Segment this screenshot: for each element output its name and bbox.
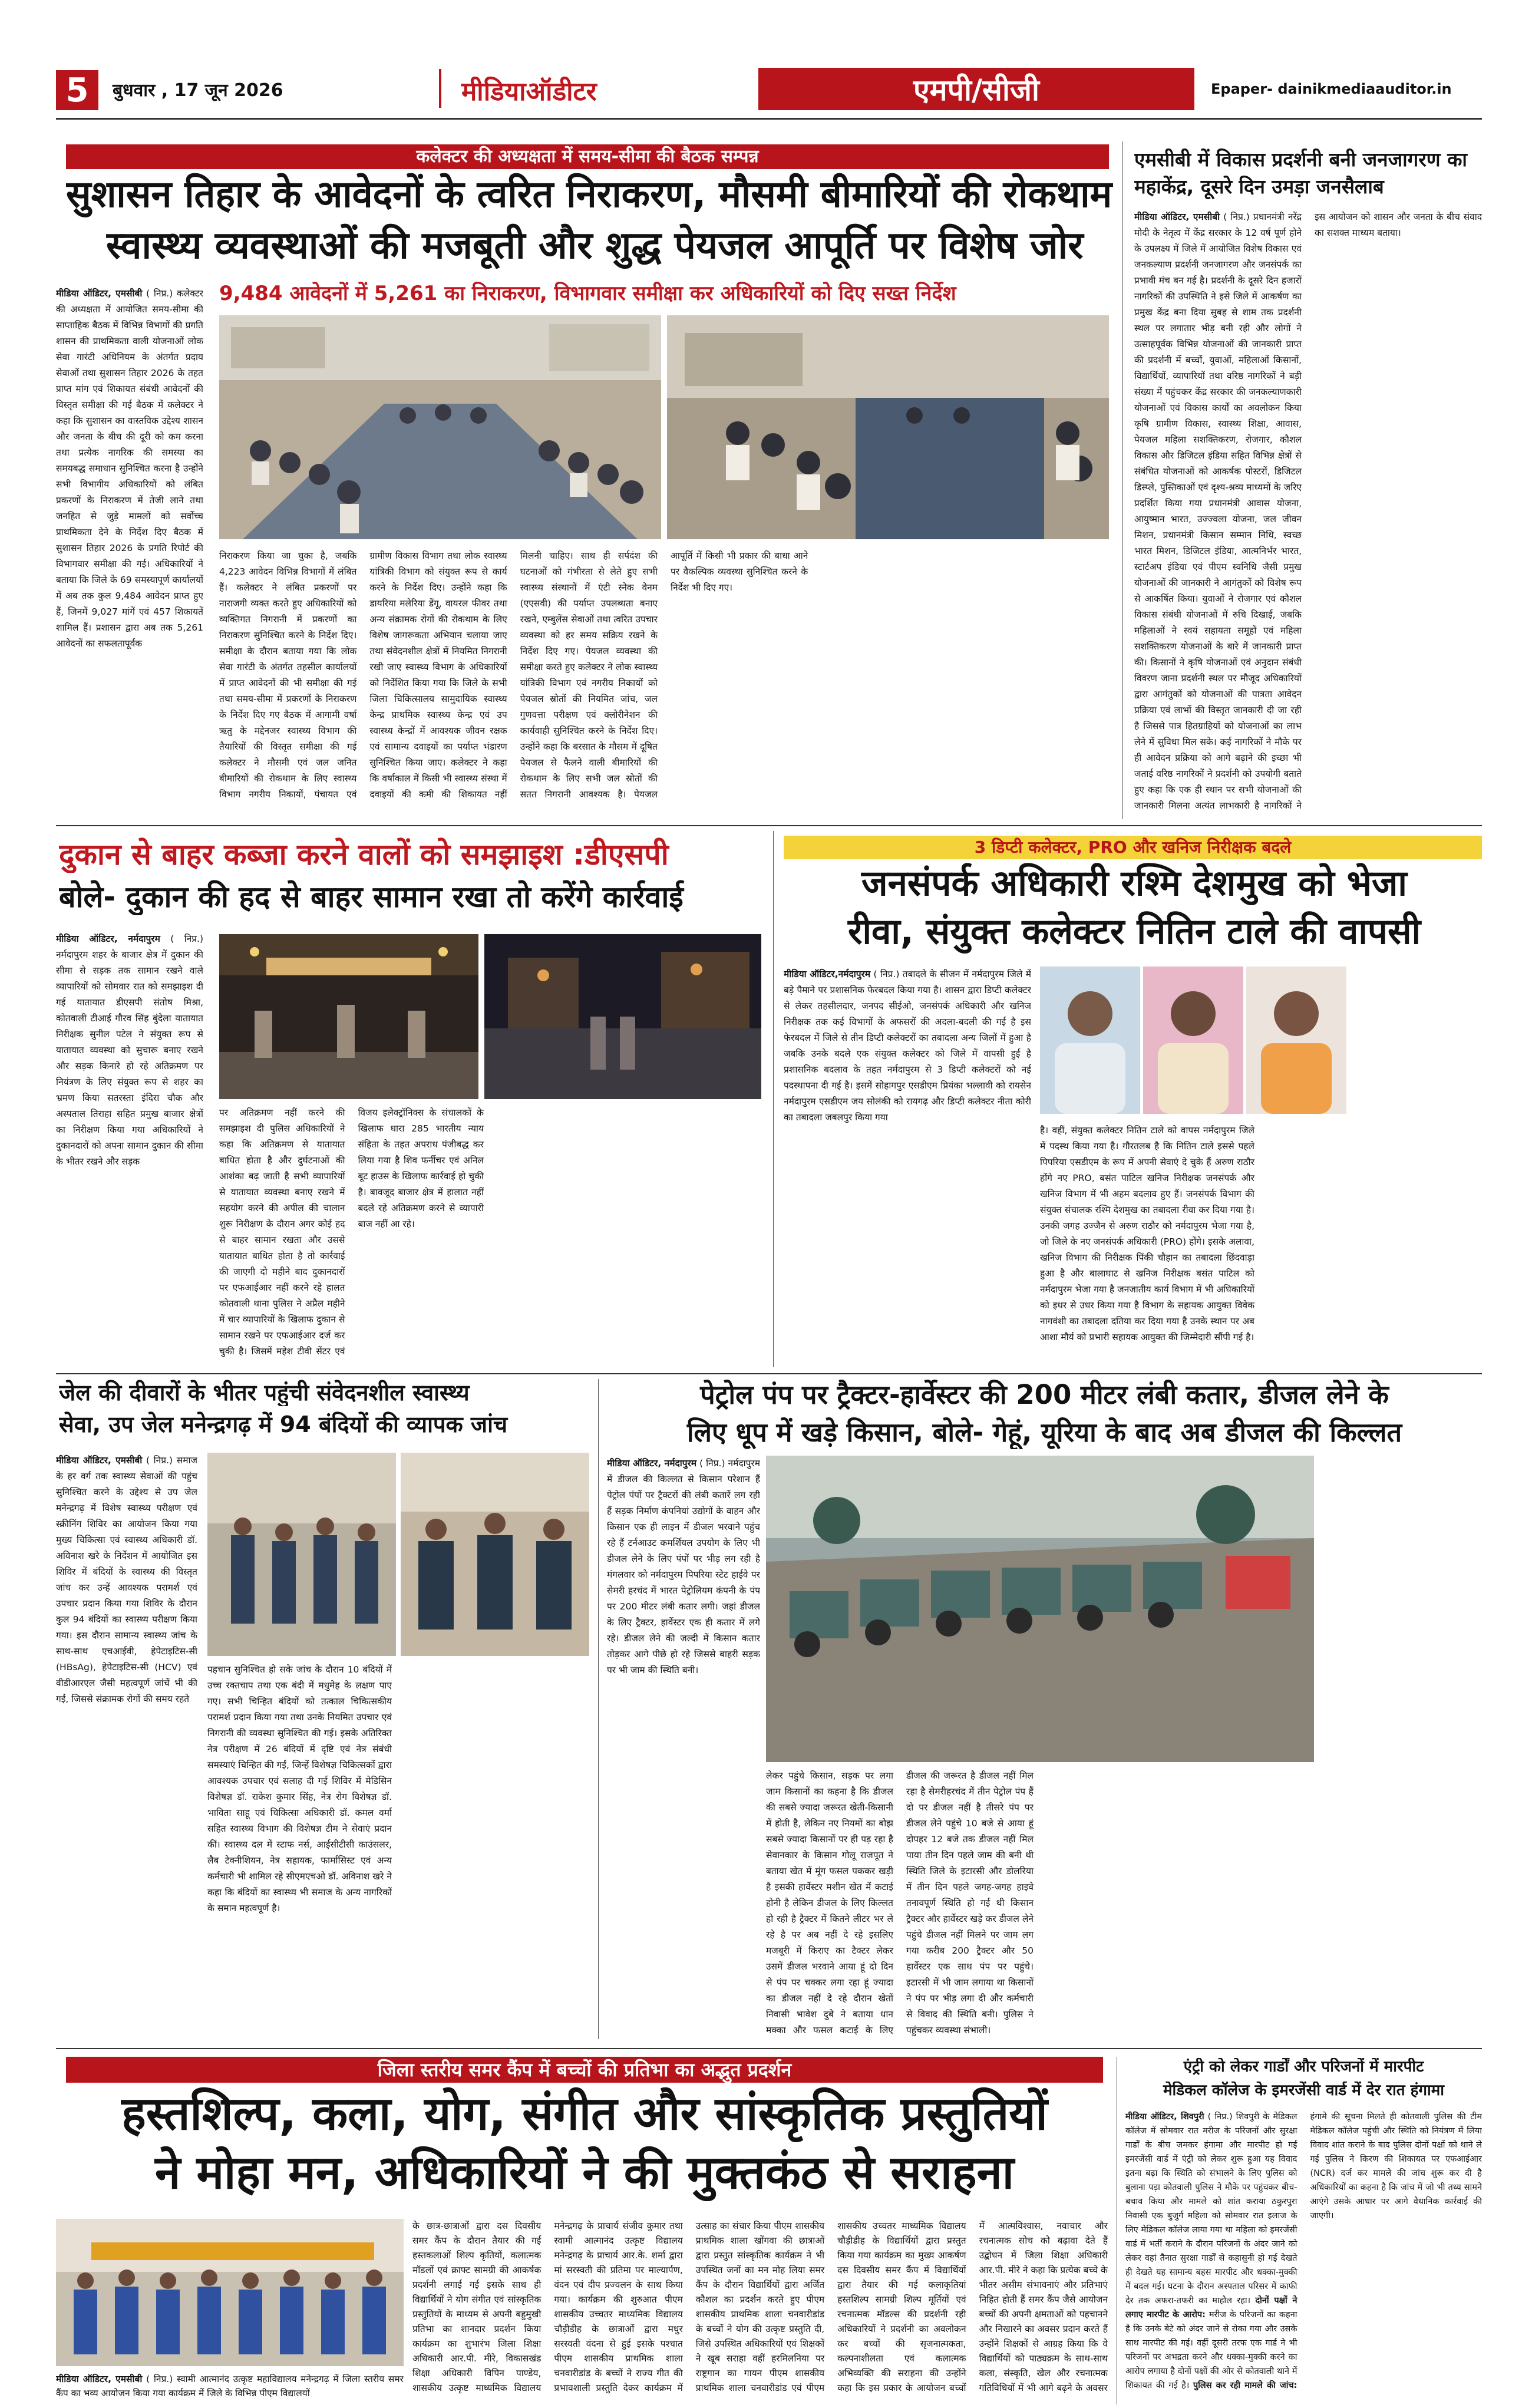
story1-subhead: 9,484 आवेदनों में 5,261 का निराकरण, विभागवार समीक्षा कर अधिकारियों को दिए सख्त निर्देश: [219, 282, 956, 305]
story1-photo-meeting-1: [219, 315, 661, 539]
story7-sub1-body: मरीज के परिजनों का कहना है कि उनके बेटे को अंदर जाने से रोका गया और उसके साथ मारपीट की गई। वहीं दूसरी तरफ एक गार्ड ने भी परिजनों पर अभद्रता करने और धक्का-मुक्की करने का आरोप लगाया है दोनों पक्षों की ओर से कोतवाली थाने में शिकायत की गई है।: [1125, 2310, 1297, 2390]
meeting-photo: [219, 315, 661, 539]
portrait-photo: [1246, 967, 1346, 1114]
story4-photo-jail-2: [401, 1453, 589, 1656]
section-box: [758, 68, 1194, 110]
tractor-queue-photo: [766, 1456, 1314, 1762]
page-number: 5: [65, 71, 89, 110]
story2-photo-market-1: [219, 934, 478, 1099]
section-rule: [56, 2048, 1482, 2049]
story6-lead: [56, 2372, 404, 2402]
story1-lead-text: ( निप्र.) कलेक्टर की अध्यक्षता में आयोजित समय-सीमा की साप्ताहिक बैठक में विभिन्न विभागों की प्रगति शासन की प्राथमिकता वाली योजनाओं लोक सेवा गारंटी अधिनियम के अंतर्गत प्रदाय सेवाओं तथा सुशासन तिहार 2026 के तहत प्राप्त मांग एवं शिकायत संबंधी आवेदनों की विस्तृत समीक्षा की गई बैठक में कलेक्टर ने कहा कि सुशासन का वास्तविक उद्देश्य शासन और जनता के बीच की दूरी को कम करना तथा प्रत्येक नागरिक की समस्या का समयबद्ध समाधान सुनिश्चित करना है उन्होंने सभी विभागीय अधिकारियों को लंबित प्रकरणों के निराकरण में तेजी लाने तथा जनहित से जुड़े मामलों को सर्वोच्च प्राथमिकता देने के निर्देश दिए बैठक में सुशासन तिहार 2026 के प्रगति रिपोर्ट की विभागवार समीक्षा की गई। अधिकारियों ने बताया कि जिले के 69 समस्यापूर्ण कार्यालयों में अब तक कुल 9,484 आवेदन प्राप्त हुए हैं, जिनमें 9,027 मांगें एवं 457 शिकायतें शामिल हैं। प्रशासन द्वारा अब तक 5,261 आवेदनों का सफलतापूर्वक: [56, 288, 203, 649]
sidebar1-dateline: मीडिया ऑडिटर, एमसीबी: [1134, 212, 1220, 222]
story5-body: लेकर पहुंचे किसान, सड़क पर लगा जाम किसानों का कहना है कि डीजल की सबसे ज्यादा जरूरत खेती-किसानी में होती है, लेकिन नए नियमों का बोझ सबसे ज्यादा किसानों पर ही पड़ रहा है सेवानकार के किसान गोलू राजपूत ने बताया खेत में मूंग फसल पककर खड़ी है इसकी हार्वेस्टर मशीन खेत में कटाई होनी है लेकिन डीजल के लिए किल्लत हो रही है ट्रैक्टर में कितने लीटर भर ले रहे है पर अब नहीं दे रहे इसलिए मजबूरी में किराए का टैक्टर लेकर उसमें डीजल भरवाने आया हूं दो दिन से पंप पर चक्कर लगा रहा हूं ज्यादा का डीजल नहीं दे रहे दौरान खेतों निवासी भावेश दुबे ने बताया धान मक्का और फसल कटाई के लिए डीजल की जरूरत है डीजल नहीं मिल रहा है सेमरीहरचंद में तीन पेट्रोल पंप हैं दो पर डीजल नहीं है तीसरे पंप पर डीजल लेने पहुंचे 10 बजे से आया हूं दोपहर 12 बजे तक डीजल नहीं मिल पाया तीन दिन पहले जाम की बनी थी स्थिति जिले के इटारसी और डोलरिया में तीन दिन पहले जगह-जगह हाइवे तनावपूर्ण स्थिति हो गई थी किसान ट्रैक्टर और हार्वेस्टर खड़े कर डीजल लेने पहुंचे डीजल नहीं मिलने पर जाम लग गया करीब 200 ट्रैक्टर और 50 हार्वेस्टर एक साथ पंप पर पहुंचे। इटारसी में भी जाम लगाया था किसानों ने पंप पर भीड़ लगा दी और कर्मचारी से विवाद की स्थिति बनी। पुलिस ने पहुंचकर व्यवस्था संभाली।: [766, 1770, 1034, 2036]
story5-body-continued: [1323, 1456, 1482, 2039]
story4-lead: [56, 1453, 197, 2042]
story2-photo-market-2: [484, 934, 761, 1099]
section-label: एमपी/सीजी: [913, 73, 1039, 107]
story3-dateline: मीडिया ऑडिटर,नर्मदापुरम: [784, 969, 871, 979]
column-divider: [1122, 141, 1123, 819]
night-market-photo: [219, 934, 478, 1099]
meeting-photo: [667, 315, 1109, 539]
story6-dateline: मीडिया ऑडिटर, एमसीबी: [56, 2374, 143, 2384]
story3-lead-text: ( निप्र.) तबादले के सीजन में नर्मदापुरम जिले में बड़े पैमाने पर प्रशासनिक फेरबदल किया गया है। शासन द्वारा डिप्टी कलेक्टर से लेकर तहसीलदार, जनपद सीईओ, जनसंपर्क अधिकारी और खनिज निरीक्षक तक कई विभागों के अफसरों की अदला-बदली की गई है इस फेरबदल में जिले से तीन डिप्टी कलेक्टरों का तबादला अन्य जिलों में हुआ है जबकि उनके बदले एक संयुक्त कलेक्टर को जिले में वापसी हुई है प्रशासनिक बदलाव के तहत नर्मदापुरम से 3 डिप्टी कलेक्टरों को नई पदस्थापना दी गई है। इसमें सोहागपुर एसडीएम प्रियंका भल्लावी को रायसेन नर्मदापुरम एसडीएम जय सोलंकी को रायगढ़ और डिप्टी कलेक्टर नीता कोरी का तबादला जबलपुर किया गया: [784, 969, 1031, 1123]
story2-headline-2: बोले- दुकान की हद से बाहर सामान रखा तो करेंगे कार्रवाई: [59, 880, 684, 914]
story7-body-wrap: [1125, 2110, 1482, 2404]
story1-dateline: मीडिया ऑडिटर, एमसीबी: [56, 288, 143, 299]
story5-headline-1: पेट्रोल पंप पर ट्रैक्टर-हार्वेस्टर की 200 मीटर लंबी कतार, डीजल लेने के: [700, 1379, 1389, 1410]
story3-kicker: 3 डिप्टी कलेक्टर, PRO और खनिज निरीक्षक बदले: [974, 837, 1292, 857]
story3-body: है। वहीं, संयुक्त कलेक्टर नितिन टाले को वापस नर्मदापुरम जिले में पदस्थ किया गया है। गौरतलब है कि नितिन टाले इससे पहले पिपरिया एसडीएम के रूप में अपनी सेवाएं दे चुके हैं अरुण राठौर होंगे नए PRO, बसंत पाटिल खनिज निरीक्षक जनसंपर्क और खनिज विभाग में भी अहम बदलाव हुए हैं। जनसंपर्क विभाग की संयुक्त संचालक रश्मि देशमुख का तबादला रीवा कर दिया गया है। उनकी जगह उज्जैन से अरुण राठौर को नर्मदापुरम भेजा गया है, जो जिले के नए जनसंपर्क अधिकारी (PRO) होंगे। इसके अलावा, खनिज विभाग की निरीक्षक पिंकी चौहान का तबादला छिंदवाड़ा हुआ है और बालाघाट से खनिज निरीक्षक बसंत पाटिल को नर्मदापुरम भेजा गया है जनजातीय कार्य विभाग में भी अधिकारियों को इधर से उधर किया गया है विभाग के सहायक आयुक्त विवेक नागवंशी का तबादला दतिया कर दिया गया है उनके स्थान पर अब आशा मौर्य को प्रभारी सहायक आयुक्त की जिम्मेदारी सौंपी गई है।: [1040, 1125, 1254, 1342]
story6-body: के छात्र-छात्राओं द्वारा दस दिवसीय समर कैंप के दौरान तैयार की गई हस्तकलाओं शिल्प कृतियों, कलात्मक मॉडलों एवं क्राफ्ट सामग्री की आकर्षक प्रदर्शनी लगाई गई इसके साथ ही विद्यार्थियों ने योग संगीत एवं सांस्कृतिक प्रस्तुतियों के माध्यम से अपनी बहुमुखी प्रतिभा का शानदार प्रदर्शन किया कार्यक्रम का शुभारंभ जिला शिक्षा अधिकारी आर.पी. मीरे, विकासखंड शिक्षा अधिकारी विपिन पाण्डेय, शासकीय उत्कृष्ट माध्यमिक विद्यालय मनेन्द्रगढ़ के प्राचार्य संजीव कुमार तथा स्वामी आत्मानंद उत्कृष्ट विद्यालय मनेन्द्रगढ़ के प्राचार्य आर.के. शर्मा द्वारा मां सरस्वती की प्रतिमा पर माल्यार्पण, वंदन एवं दीप प्रज्वलन के साथ किया गया। कार्यक्रम की शुरुआत पीएम शासकीय उच्चतर माध्यमिक विद्यालय चौड़ीडीह के छात्राओं द्वारा मधुर सरस्वती वंदना से हुई इसके पश्चात पीएम शासकीय प्राथमिक शाला चनवारीडांड के बच्चों ने राज्य गीत की प्रभावशाली प्रस्तुति देकर कार्यक्रम में उत्साह का संचार किया पीएम शासकीय प्राथमिक शाला खोंगवा की छात्राओं द्वारा प्रस्तुत सांस्कृतिक कार्यक्रम ने भी उपस्थित जनों का मन मोह लिया समर कैंप के दौरान विद्यार्थियों द्वारा अर्जित कौशल का प्रदर्शन करते हुए पीएम शासकीय प्राथमिक शाला चनवारीडांड के बच्चों ने योग की उत्कृष्ट प्रस्तुति दी, जिसे उपस्थित अधिकारियों एवं शिक्षकों ने खूब सराहा वहीं हरमिलनिया पर राष्ट्रगान का गायन पीएम शासकीय प्राथमिक शाला चनवारीडांड एवं पीएम शासकीय उच्चतर माध्यमिक विद्यालय चौड़ीडीह के विद्यार्थियों द्वारा प्रस्तुत किया गया कार्यक्रम का मुख्य आकर्षण दस दिवसीय समर कैंप में विद्यार्थियों द्वारा तैयार की गई कलाकृतियां हस्तशिल्प सामग्री शिल्प मूर्तियों एवं रचनात्मक मॉडल्स की प्रदर्शनी रही अधिकारियों ने प्रदर्शनी का अवलोकन कर बच्चों की सृजनात्मकता, कल्पनाशीलता एवं कलात्मक अभिव्यक्ति की सराहना की उन्होंने कहा कि इस प्रकार के आयोजन बच्चों में आत्मविश्वास, नवाचार और रचनात्मक सोच को बढ़ावा देते हैं उद्बोधन में जिला शिक्षा अधिकारी आर.पी. मीरे ने कहा कि प्रत्येक बच्चे के भीतर असीम संभावनाएं और प्रतिभाएं निहित होती हैं समर कैंप जैसे आयोजन बच्चों की अपनी क्षमताओं को पहचानने और निखारने का अवसर प्रदान करते हैं उन्होंने शिक्षकों से आग्रह किया कि वे विद्यार्थियों को पाठ्यक्रम के साथ-साथ कला, संस्कृति, खेल और रचनात्मक गतिविधियों में भी आगे बढ़ने के अवसर: [412, 2221, 1108, 2393]
jail-photo: [207, 1453, 396, 1656]
masthead: [56, 68, 1482, 109]
story4-photo-jail-1: [207, 1453, 396, 1656]
story4-lead-text: ( निप्र.) समाज के हर वर्ग तक स्वास्थ्य सेवाओं की पहुंच सुनिश्चित करने के उद्देश्य से उप जेल मनेन्द्रगढ़ में विशेष स्वास्थ्य परीक्षण एवं स्क्रीनिंग शिविर का आयोजन किया गया मुख्य चिकित्सा एवं स्वास्थ्य अधिकारी डॉ. अविनाश खरे के निर्देशन में आयोजित इस शिविर में बंदियों के स्वास्थ्य की विस्तृत जांच कर उन्हें आवश्यक परामर्श एवं उपचार प्रदान किया गया शिविर के दौरान कुल 94 बंदियों का स्वास्थ्य परीक्षण किया गया। इस दौरान सामान्य स्वास्थ्य जांच के साथ-साथ एचआईवी, हेपेटाइटिस-सी (HBsAg), हेपेटाइटिस-सी (HCV) एवं वीडीआरएल जैसी महत्वपूर्ण जांचें भी की गईं, जिससे संक्रामक रोगों की समय रहते: [56, 1455, 197, 1704]
story2-lead: [56, 931, 203, 1367]
story1-kicker: कलेक्टर की अध्यक्षता में समय-सीमा की बैठक सम्पन्न: [66, 144, 1109, 169]
story1-headline-2: स्वास्थ्य व्यवस्थाओं की मजबूती और शुद्ध पेयजल आपूर्ति पर विशेष जोर: [106, 224, 1084, 268]
story4-headline-1: जेल की दीवारों के भीतर पहुंची संवेदनशील स्वास्थ्य: [59, 1380, 470, 1406]
story7-body: ( निप्र.) शिवपुरी के मेडिकल कॉलेज में सोमवार रात मरीज के परिजनों और सुरक्षा गार्डों के बीच जमकर हंगामा और मारपीट हो गई इमरजेंसी वार्ड में एंट्री को लेकर शुरू हुआ यह विवाद इतना बढ़ा कि स्थिति को संभालने के लिए पुलिस को बुलाना पड़ा कोतवाली पुलिस ने मौके पर पहुंचकर बीच-बचाव किया और मामले को शांत कराया ठकुरपुरा निवासी एक बुजुर्ग महिला को सोमवार रात इलाज के लिए मेडिकल कॉलेज लाया गया था महिला को इमरजेंसी वार्ड में भर्ती कराने के दौरान परिजनों के अंदर जाने को लेकर वहां तैनात सुरक्षा गार्डों से कहासुनी हो गई देखते ही देखते यह सामान्य बहस मारपीट और धक्का-मुक्की में बदल गई। घटना के दौरान अस्पताल परिसर में काफी देर तक अफरा-तफरी का माहौल रहा।: [1125, 2112, 1297, 2305]
story5-lead-text: ( निप्र.) नर्मदापुरम में डीजल की किल्लत से किसान परेशान हैं पेट्रोल पंपों पर ट्रैक्टरों की लंबी कतारें लग रही हैं सड़क निर्माण कंपनियां उद्योगों के वाहन और किसान एक ही लाइन में डीजल भरवाने पहुंच रहे हैं टर्नआउट कमर्शियल उपयोग के लिए भी डीजल लेने के लिए पंपों पर भीड़ लग रही है मंगलवार को नर्मदापुरम पिपरिया स्टेट हाईवे पर सेमरी हरचंद में भारत पेट्रोलियम कंपनी के पंप पर 200 मीटर लंबी कतार लगी। जहां डीजल के लिए ट्रैक्टर, हार्वेस्टर एक ही कतार में लगे रहे। डीजल लेने की जल्दी में किसान कतार तोड़कर आगे पीछे हो रहे जिससे बाहरी सड़क पर भी जाम की स्थिति बनी।: [607, 1458, 760, 1675]
story3-photo-officer-2: [1143, 967, 1243, 1114]
masthead-rule: [56, 118, 1482, 120]
sidebar1-body-wrap: [1134, 209, 1482, 816]
story3-lead: [784, 967, 1031, 1367]
portrait-photo: [1040, 967, 1140, 1114]
story2-body: पर अतिक्रमण नहीं करने की समझाइश दी पुलिस अधिकारियों ने कहा कि अतिक्रमण से यातायात बाधित होता है और दुर्घटनाओं की आशंका बढ़ जाती है सभी व्यापारियों से यातायात व्यवस्था बनाए रखने में सहयोग करने की अपील की चालान शुरू निरीक्षण के दौरान अगर कोई हद से बाहर सामान रखता और उससे यातायात बाधित होता है तो कार्रवाई की जाएगी दो महीने बाद दुकानदारों पर एफआईआर नहीं करने रहे हालत कोतवाली थाना पुलिस ने अप्रैल महीने में चार व्यापारियों के खिलाफ दुकान से सामान रखने पर एफआईआर दर्ज कर चुकी है। जिसमें महेश टीवी सेंटर एवं विजय इलेक्ट्रॉनिक्स के संचालकों के खिलाफ धारा 285 भारतीय न्याय संहिता के तहत अपराध पंजीबद्ध कर लिया गया है शिव फर्नीचर एवं अनिल बूट हाउस के खिलाफ कार्रवाई हो चुकी है। बावजूद बाजार क्षेत्र में हालात नहीं बदले रहे अतिक्रमण करने से व्यापारी बाज नहीं आ रहे।: [219, 1107, 484, 1357]
story3-headline-1: जनसंपर्क अधिकारी रश्मि देशमुख को भेजा: [861, 863, 1407, 904]
story3-photo-officer-3: [1246, 967, 1346, 1114]
page-number-box: [56, 70, 98, 110]
divider: [439, 69, 441, 108]
story6-lead-text: ( निप्र.) स्वामी आत्मानंद उत्कृष्ट महाविद्यालय मनेन्द्रगढ़ में जिला स्तरीय समर कैंप का भव्य आयोजन किया गया कार्यक्रम में जिले के विभिन्न पीएम विद्यालयों: [56, 2374, 404, 2399]
story6-kicker: जिला स्तरीय समर कैंप में बच्चों की प्रतिभा का अद्भुत प्रदर्शन: [66, 2057, 1103, 2083]
summer-camp-photo: [56, 2219, 404, 2366]
story1-headline-1: सुशासन तिहार के आवेदनों के त्वरित निराकरण, मौसमी बीमारियों की रोकथाम: [66, 173, 1112, 216]
story5-photo-queue: [766, 1456, 1314, 1762]
story4-dateline: मीडिया ऑडिटर, एमसीबी: [56, 1455, 143, 1466]
story7-headline: मेडिकल कॉलेज के इमरजेंसी वार्ड में देर रात हंगामा: [1163, 2082, 1445, 2099]
epaper-url: Epaper- dainikmediaauditor.in: [1211, 81, 1452, 97]
story2-lead-text: ( निप्र.) नर्मदापुरम शहर के बाजार क्षेत्र में दुकान की सीमा से सड़क तक सामान रखने वाले व्यापारियों को सोमवार रात को समझाइश दी गई यातायात डीएसपी संतोष मिश्रा, कोतवाली टीआई गौरव सिंह बुंदेला यातायात निरीक्षक सुनील पटेल ने संयुक्त रूप से यातायात व्यवस्था को सुचारू बनाए रखने और सड़क किनारे हो रहे अतिक्रमण पर नियंत्रण के लिए संयुक्त रूप से शहर का भ्रमण किया सतरस्ता इंदिरा चौक और अस्पताल तिराहा सहित प्रमुख बाजार क्षेत्रों का निरीक्षण किया गया अधिकारियों ने दुकानदारों को अपना सामान दुकान की सीमा के भीतर रखने और सड़क: [56, 933, 203, 1167]
night-street-photo: [484, 934, 761, 1099]
story7-subhead-2: पुलिस कर रही मामले की जांच:: [1193, 2381, 1297, 2390]
story3-headline-2: रीवा, संयुक्त कलेक्टर नितिन टाले की वापसी: [847, 911, 1421, 952]
column-divider: [773, 831, 774, 1367]
story6-headline-2: ने मोहा मन, अधिकारियों ने की मुक्तकंठ से सराहना: [155, 2146, 1014, 2199]
story7-subhead-1: दोनों पक्षों ने लगाए मारपीट के आरोप:: [1125, 2296, 1297, 2320]
story4-body: पहचान सुनिश्चित हो सके जांच के दौरान 10 बंदियों में उच्च रक्तचाप तथा एक बंदी में मधुमेह के लक्षण पाए गए। सभी चिन्हित बंदियों को तत्काल चिकित्सकीय परामर्श प्रदान किया गया तथा उनके नियमित उपचार एवं निगरानी की व्यवस्था सुनिश्चित की गई। इसके अतिरिक्त नेत्र परीक्षण में 26 बंदियों में दृष्टि एवं नेत्र संबंधी समस्याएं चिन्हित की गईं, जिन्हें विशेषज्ञ चिकित्सकों द्वारा आवश्यक उपचार एवं सलाह दी गई शिविर में मेडिसिन विशेषज्ञ डॉ. राकेश कुमार सिंह, नेत्र रोग विशेषज्ञ डॉ. भाविता साहू एवं चिकित्सा अधिकारी डॉ. कमल वर्मा सहित स्वास्थ्य विभाग की विशेषज्ञ टीम ने सेवाएं प्रदान कीं। स्वास्थ्य दल में स्टाफ नर्स, आईसीटीसी काउंसलर, लैब टेक्नीशियन, नेत्र सहायक, फार्मासिस्ट एवं अन्य कर्मचारी भी शामिल रहे सीएमएचओ डॉ. अविनाश खरे ने कहा कि बंदियों का स्वास्थ्य भी समाज के अन्य नागरिकों के समान महत्वपूर्ण है।: [207, 1664, 392, 1914]
story1-body: निराकरण किया जा चुका है, जबकि 4,223 आवेदन विभिन्न विभागों में लंबित हैं। कलेक्टर ने लंबित प्रकरणों पर नाराजगी व्यक्त करते हुए अधिकारियों को व्यक्तिगत निगरानी में प्रकरणों का निराकरण सुनिश्चित करने के निर्देश दिए। समीक्षा के दौरान बताया गया कि लोक सेवा गारंटी के अंतर्गत तहसील कार्यालयों में प्राप्त आवेदनों की भी समीक्षा की गई तथा समय-सीमा में प्रकरणों के निराकरण के निर्देश दिए गए बैठक में आगामी वर्षा ऋतु के मद्देनजर स्वास्थ्य विभाग की तैयारियों की विस्तृत समीक्षा की गई कलेक्टर ने मौसमी एवं जल जनित बीमारियों की रोकथाम के लिए स्वास्थ्य विभाग नगरीय निकायों, पंचायत एवं ग्रामीण विकास विभाग तथा लोक स्वास्थ्य यांत्रिकी विभाग को संयुक्त रूप से कार्य करने के निर्देश दिए। उन्होंने कहा कि डायरिया मलेरिया डेंगू, वायरल फीवर तथा अन्य संक्रामक रोगों की रोकथाम के लिए विशेष जागरूकता अभियान चलाया जाए तथा संवेदनशील क्षेत्रों में नियमित निगरानी रखी जाए स्वास्थ्य विभाग के अधिकारियों को निर्देशित किया गया कि जिले के सभी जिला चिकित्सालय सामुदायिक स्वास्थ्य केन्द्र प्राथमिक स्वास्थ्य केन्द्र एवं उप स्वास्थ्य केन्द्रों में आवश्यक जीवन रक्षक एवं सामान्य दवाइयों का पर्याप्त भंडारण सुनिश्चित किया जाए। कलेक्टर ने कहा कि वर्षाकाल में किसी भी स्वास्थ्य संस्था में दवाइयों की कमी की शिकायत नहीं मिलनी चाहिए। साथ ही सर्पदंश की घटनाओं को गंभीरता से लेते हुए सभी स्वास्थ्य संस्थानों में एंटी स्नेक वेनम (एएसवी) की पर्याप्त उपलब्धता बनाए रखने, एम्बुलेंस सेवाओं तथा त्वरित उपचार व्यवस्था को हर समय सक्रिय रखने के निर्देश दिए गए। पेयजल व्यवस्था की समीक्षा करते हुए कलेक्टर ने लोक स्वास्थ्य यांत्रिकी विभाग एवं नगरीय निकायों को पेयजल स्रोतों की नियमित जांच, जल गुणवत्ता परीक्षण एवं क्लोरीनेशन की कार्यवाही सुनिश्चित करने के निर्देश दिए। उन्होंने कहा कि बरसात के मौसम में दूषित पेयजल से फैलने वाली बीमारियों की रोकथाम के लिए सभी जल स्रोतों की सतत निगरानी आवश्यक है। पेयजल आपूर्ति में किसी भी प्रकार की बाधा आने पर वैकल्पिक व्यवस्था सुनिश्चित करने के निर्देश भी दिए गए।: [219, 550, 808, 800]
story1-photo-meeting-2: [667, 315, 1109, 539]
story1-lead: [56, 286, 203, 816]
paper-name: मीडियाऑडीटर: [461, 77, 597, 107]
story5-lead: [607, 1456, 760, 2039]
story5-headline-2: लिए धूप में खड़े किसान, बोले- गेहूं, यूरिया के बाद अब डीजल की किल्लत: [686, 1417, 1402, 1448]
story7-kicker: एंट्री को लेकर गार्डों और परिजनों में मारपीट: [1183, 2058, 1424, 2076]
story7-sub2-body: हंगामे की सूचना मिलते ही कोतवाली पुलिस की टीम मेडिकल कॉलेज पहुंची और स्थिति को नियंत्रण में लिया विवाद शांत कराने के बाद पुलिस दोनों पक्षों को थाने ले गई पुलिस ने किरण की शिकायत पर एफआईआर (NCR) दर्ज कर मामले की जांच शुरू कर दी है अधिकारियों का कहना है कि जांच में जो भी तथ्य सामने आएंगे उसके आधार पर आगे वैधानिक कार्रवाई की जाएगी।: [1310, 2112, 1482, 2221]
section-rule: [56, 1373, 1482, 1374]
story2-headline-1: दुकान से बाहर कब्जा करने वालों को समझाइश :डीएसपी: [59, 837, 669, 872]
jail-photo: [401, 1453, 589, 1656]
portrait-photo: [1143, 967, 1243, 1114]
section-rule: [56, 825, 1482, 826]
story3-photo-officer-1: [1040, 967, 1140, 1114]
column-divider: [598, 1379, 599, 2039]
story2-dateline: मीडिया ऑडिटर, नर्मदापुरम: [56, 933, 160, 944]
issue-date: बुधवार , 17 जून 2026: [113, 80, 283, 101]
sidebar1-headline: एमसीबी में विकास प्रदर्शनी बनी जनजागरण का महाकेंद्र, दूसरे दिन उमड़ा जनसैलाब: [1134, 148, 1467, 198]
story6-headline-1: हस्तशिल्प, कला, योग, संगीत और सांस्कृतिक प्रस्तुतियों: [121, 2087, 1048, 2140]
story7-dateline: मीडिया ऑडिटर, शिवपुरी: [1125, 2112, 1204, 2122]
story4-headline-2: सेवा, उप जेल मनेन्द्रगढ़ में 94 बंदियों की व्यापक जांच: [59, 1411, 508, 1437]
story5-dateline: मीडिया ऑडिटर, नर्मदापुरम: [607, 1458, 697, 1469]
story6-photo-camp: [56, 2219, 404, 2366]
sidebar1-body: ( निप्र.) प्रधानमंत्री नरेंद्र मोदी के नेतृत्व में केंद्र सरकार के 12 वर्ष पूर्ण होने के उपलक्ष्य में जिले में आयोजित विशेष विकास एवं जनकल्याण प्रदर्शनी जनजागरण और जनसंपर्क का प्रभावी मंच बन गई है। प्रदर्शनी के दूसरे दिन हजारों नागरिकों की उपस्थिति ने इसे जिले में आकर्षण का प्रमुख केंद्र बना दिया सुबह से शाम तक प्रदर्शनी स्थल पर लगातार भीड़ बनी रही और लोगों ने उत्साहपूर्वक विभिन्न योजनाओं की जानकारी प्राप्त की प्रदर्शनी में बच्चों, युवाओं, महिलाओं किसानों, विद्यार्थियों, व्यापारियों तथा वरिष्ठ नागरिकों ने बड़ी संख्या में पहुंचकर केंद्र सरकार की जनकल्याणकारी योजनाओं एवं विकास कार्यों का अवलोकन किया कृषि ग्रामीण विकास, स्वास्थ्य शिक्षा, आवास, पेयजल महिला सशक्तिकरण, रोजगार, कौशल विकास और डिजिटल इंडिया सहित विभिन्न क्षेत्रों से संबंधित योजनाओं को आकर्षक पोस्टरों, डिजिटल डिस्प्ले, पुस्तिकाओं एवं दृश्य-श्रव्य माध्यमों के जरिए प्रदर्शित किया गया प्रधानमंत्री आवास योजना, आयुष्मान भारत, उज्ज्वला योजना, जल जीवन मिशन, प्रधानमंत्री किसान सम्मान निधि, स्वच्छ भारत मिशन, डिजिटल इंडिया, आत्मनिर्भर भारत, स्टार्टअप इंडिया एवं पीएम स्वनिधि जैसी प्रमुख योजनाओं की जानकारी ने आगंतुकों को विशेष रूप से आकर्षित किया। युवाओं ने रोजगार एवं कौशल विकास संबंधी योजनाओं में रुचि दिखाई, जबकि महिलाओं ने स्वयं सहायता समूहों एवं महिला सशक्तिकरण योजनाओं के बारे में जानकारी प्राप्त की। किसानों ने कृषि योजनाओं एवं अनुदान संबंधी विवरण जाना प्रदर्शनी स्थल पर मौजूद अधिकारियों द्वारा आगंतुकों को योजनाओं की पात्रता आवेदन प्रक्रिया एवं लाभों की विस्तृत जानकारी दी जा रही है जिससे पात्र हितग्राहियों को योजनाओं का लाभ लेने में सुविधा मिल सके। कई नागरिकों ने मौके पर ही आवेदन प्रक्रिया को आगे बढ़ाने की इच्छा भी जताई वरिष्ठ नागरिकों ने प्रदर्शनी को उपयोगी बताते हुए कहा कि एक ही स्थान पर सभी योजनाओं की जानकारी मिलना अत्यंत लाभकारी है नागरिकों ने इस आयोजन को शासन और जनता के बीच संवाद का सशक्त माध्यम बताया।: [1134, 212, 1482, 811]
